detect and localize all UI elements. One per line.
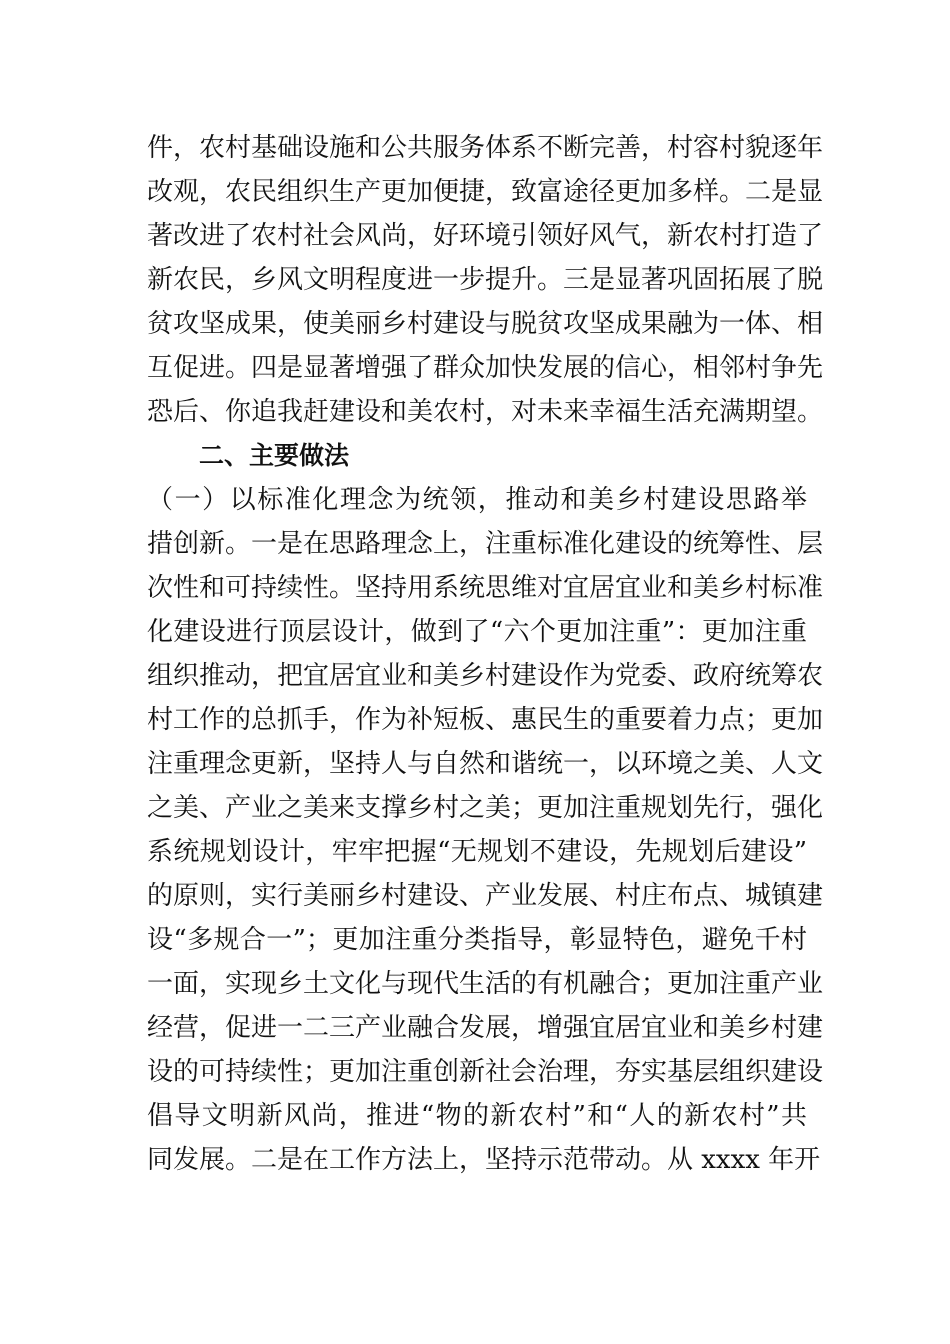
paragraph-1-line-7: 恐后、你追我赶建设和美农村，对未来幸福生活充满期望。	[147, 397, 824, 427]
paragraph-1-line-2: 改观，农民组织生产更加便捷，致富途径更加多样。二是显	[147, 177, 824, 207]
paragraph-2-line-5: 组织推动，把宜居宜业和美乡村建设作为党委、政府统筹农	[147, 661, 824, 691]
paragraph-2-line-9: 系统规划设计，牢牢把握“无规划不建设，先规划后建设”	[147, 837, 807, 867]
paragraph-2-line-15: 倡导文明新风尚，推进“物的新农村”和“人的新农村”共	[147, 1101, 807, 1131]
section-heading: 二、主要做法	[199, 441, 350, 470]
paragraph-2-line-11: 设“多规合一”；更加注重分类指导，彰显特色，避免千村	[147, 925, 807, 955]
paragraph-1-line-4: 新农民，乡风文明程度进一步提升。三是显著巩固拓展了脱	[147, 265, 824, 295]
paragraph-2-line-12: 一面，实现乡土文化与现代生活的有机融合；更加注重产业	[147, 969, 824, 999]
paragraph-2-line-7: 注重理念更新，坚持人与自然和谐统一，以环境之美、人文	[147, 749, 824, 779]
paragraph-1-line-5: 贫攻坚成果，使美丽乡村建设与脱贫攻坚成果融为一体、相	[147, 309, 824, 339]
paragraph-2-line-13: 经营，促进一二三产业融合发展，增强宜居宜业和美乡村建	[147, 1013, 824, 1043]
paragraph-2-line-10: 的原则，实行美丽乡村建设、产业发展、村庄布点、城镇建	[147, 881, 824, 911]
paragraph-1-line-1: 件，农村基础设施和公共服务体系不断完善，村容村貌逐年	[147, 133, 824, 163]
paragraph-1-line-6: 互促进。四是显著增强了群众加快发展的信心，相邻村争先	[147, 353, 824, 383]
paragraph-1-line-3: 著改进了农村社会风尚，好环境引领好风气，新农村打造了	[147, 221, 824, 251]
paragraph-2-line-14: 设的可持续性；更加注重创新社会治理，夯实基层组织建设	[147, 1057, 824, 1087]
paragraph-2-line-8: 之美、产业之美来支撑乡村之美；更加注重规划先行，强化	[147, 793, 824, 823]
paragraph-2-line-4: 化建设进行顶层设计，做到了“六个更加注重”：更加注重	[147, 617, 807, 647]
paragraph-2-line-1: （一）以标准化理念为统领，推动和美乡村建设思路举	[147, 485, 807, 515]
paragraph-2-line-6: 村工作的总抓手，作为补短板、惠民生的重要着力点；更加	[147, 705, 824, 735]
paragraph-2-line-16: 同发展。二是在工作方法上，坚持示范带动。从 xxxx 年开	[147, 1145, 821, 1175]
paragraph-2-line-2: 措创新。一是在思路理念上，注重标准化建设的统筹性、层	[147, 529, 824, 559]
paragraph-2-line-3: 次性和可持续性。坚持用系统思维对宜居宜业和美乡村标准	[147, 573, 824, 603]
